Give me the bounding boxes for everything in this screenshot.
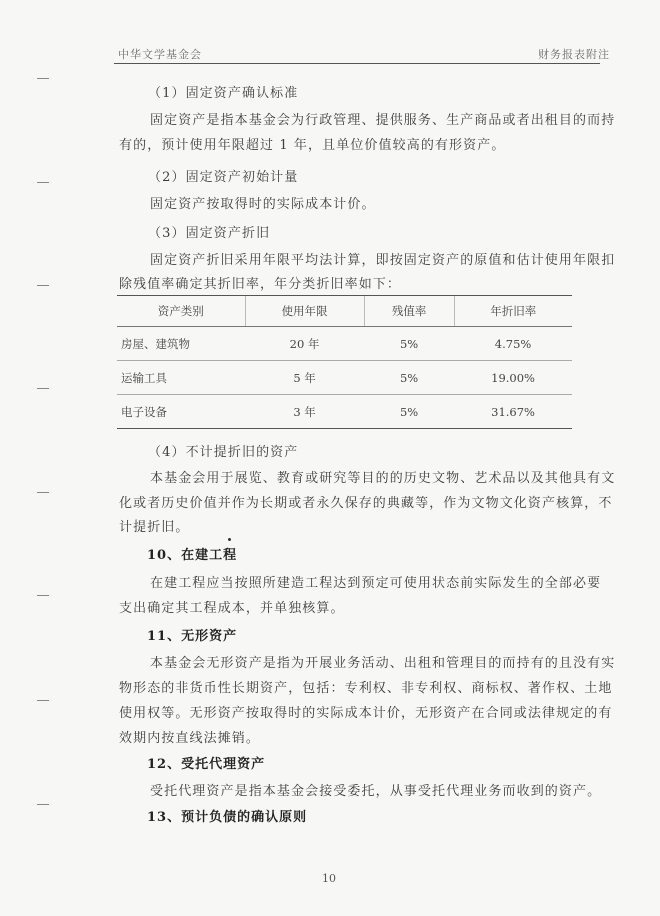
paragraph-line: 化或者历史价值并作为长期或者永久保存的典藏等，作为文物文化资产核算，不 [119,496,613,511]
section-title: （4）不计提折旧的资产 [148,445,299,460]
header-section-title: 财务报表附注 [538,48,610,61]
table-cell: 房屋、建筑物 [117,327,245,361]
table-cell: 5% [364,327,454,361]
paragraph-line: 在建工程应当按照所建造工程达到预定可使用状态前实际发生的全部必要 [150,576,602,591]
page-number: 10 [322,872,336,885]
header-rule [114,63,600,64]
margin-mark [37,804,49,805]
table-cell: 31.67% [454,395,572,429]
table-cell: 5% [364,395,454,429]
section-heading: 12、受托代理资产 [147,757,266,772]
table-row [117,395,572,429]
margin-mark [37,700,49,701]
paragraph-line: 除残值率确定其折旧率，年分类折旧率如下： [119,277,402,292]
table-cell: 4.75% [454,327,572,361]
paragraph-line: 固定资产按取得时的实际成本计价。 [150,197,376,212]
column-header: 资产类别 [117,296,245,327]
paragraph-line: 效期内按直线法摊销。 [119,731,261,746]
table-cell: 电子设备 [117,395,245,429]
paragraph-line: 支出确定其工程成本，并单独核算。 [119,601,345,616]
section-title: （2）固定资产初始计量 [148,170,299,185]
paragraph-line: 使用权等。无形资产按取得时的实际成本计价，无形资产在合同或法律规定的有 [119,706,613,721]
paragraph-line: 计提折旧。 [119,520,190,535]
margin-mark [37,78,49,79]
table-cell: 5 年 [245,361,364,395]
table-row [117,361,572,395]
table-cell: 3 年 [245,395,364,429]
paragraph-line: 受托代理资产是指本基金会接受委托，从事受托代理业务而收到的资产。 [150,784,602,799]
margin-mark [37,492,49,493]
section-heading: 10、在建工程 [147,548,238,563]
depreciation-table [117,295,572,429]
table-cell: 5% [364,361,454,395]
ink-dot [228,538,231,541]
header-org-name: 中华文学基金会 [118,48,202,61]
paragraph-line: 本基金会用于展览、教育或研究等目的的历史文物、艺术品以及其他具有文 [150,471,616,486]
table-cell: 运输工具 [117,361,245,395]
margin-mark [37,182,49,183]
column-header: 使用年限 [245,296,364,327]
section-heading: 13、预计负债的确认原则 [147,810,308,825]
paragraph-line: 本基金会无形资产是指为开展业务活动、出租和管理目的而持有的且没有实 [150,656,616,671]
table-cell: 20 年 [245,327,364,361]
section-title: （3）固定资产折旧 [148,226,271,241]
section-heading: 11、无形资产 [147,629,238,644]
table-cell: 19.00% [454,361,572,395]
paragraph-line: 固定资产是指本基金会为行政管理、提供服务、生产商品或者出租目的而持 [150,113,616,128]
table-header-row [117,296,572,327]
section-title: （1）固定资产确认标准 [148,86,299,101]
column-header: 残值率 [364,296,454,327]
column-header: 年折旧率 [454,296,572,327]
margin-mark [37,388,49,389]
paragraph-line: 物形态的非货币性长期资产，包括：专利权、非专利权、商标权、著作权、土地 [119,681,613,696]
margin-mark [37,595,49,596]
paragraph-line: 有的，预计使用年限超过 1 年，且单位价值较高的有形资产。 [119,138,506,153]
table-row [117,327,572,361]
paragraph-line: 固定资产折旧采用年限平均法计算，即按固定资产的原值和估计使用年限扣 [150,253,616,268]
margin-mark [37,285,49,286]
